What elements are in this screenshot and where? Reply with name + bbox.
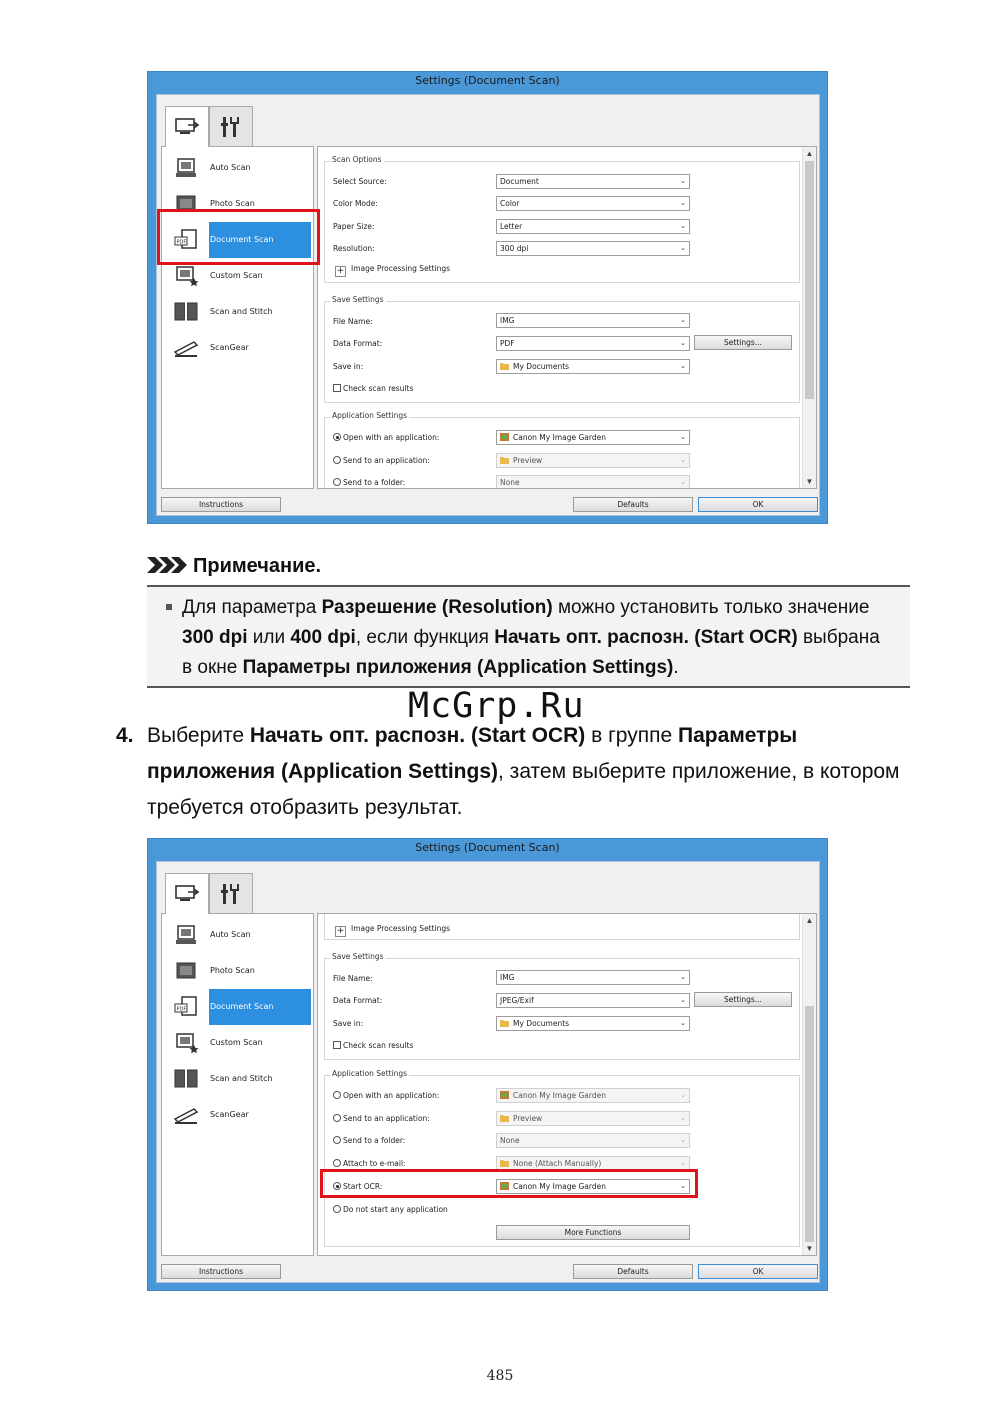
dialog-title: Settings (Document Scan) (415, 841, 560, 854)
mode-photo-scan[interactable]: Photo Scan (162, 953, 313, 989)
auto-scan-icon (172, 923, 200, 947)
chevron-down-icon: ⌄ (680, 973, 686, 981)
paper-size-combo[interactable]: Letter ⌄ (496, 219, 690, 234)
open-with-app-combo[interactable]: Canon My Image Garden ⌄ (496, 430, 690, 445)
chevron-down-icon: ⌄ (680, 478, 686, 486)
mode-photo-scan[interactable]: Photo Scan (162, 186, 313, 222)
document-scan-icon (172, 995, 200, 1019)
instructions-button[interactable]: Instructions (161, 497, 281, 512)
my-image-garden-icon (500, 1091, 509, 1099)
folder-icon (500, 1019, 509, 1027)
select-source-label: Select Source: (333, 177, 387, 186)
note-text: Для параметра Разрешение (Resolution) можно установить только значение 300 dpi или 400 dpi, если функция Начать опт. распозн. (Start OCR) выбрана в окне Параметры приложения (Application Settings). (172, 593, 892, 683)
vertical-scrollbar[interactable] (802, 147, 816, 488)
radio-selected-icon (333, 433, 341, 441)
select-source-combo[interactable]: Document ⌄ (496, 174, 690, 189)
attach-email-radio[interactable]: Attach to e-mail: (333, 1159, 406, 1168)
radio-icon (333, 456, 341, 464)
tab-general-settings[interactable] (209, 106, 253, 146)
more-functions-button[interactable]: More Functions (496, 1225, 690, 1240)
chevron-down-icon: ⌄ (680, 1136, 686, 1144)
tools-icon (220, 115, 242, 139)
chevron-down-icon: ⌄ (680, 433, 686, 441)
save-in-combo[interactable]: My Documents ⌄ (496, 1016, 690, 1031)
tab-scan[interactable] (165, 106, 209, 147)
check-scan-results-checkbox[interactable]: Check scan results (333, 1041, 413, 1050)
file-name-combo[interactable]: IMG ⌄ (496, 313, 690, 328)
watermark: McGrp.Ru (408, 686, 585, 726)
resolution-label: Resolution: (333, 244, 375, 253)
bullet-icon (166, 604, 172, 610)
folder-icon (500, 456, 509, 464)
dialog-title: Settings (Document Scan) (415, 74, 560, 87)
highlight-start-ocr (320, 1169, 698, 1198)
tab-scan[interactable] (165, 873, 209, 914)
settings-panel (317, 913, 817, 1256)
note-heading: Примечание. (147, 555, 321, 578)
chevron-down-icon: ⌄ (680, 1159, 686, 1167)
folder-icon (500, 1114, 509, 1122)
send-to-folder-radio[interactable]: Send to a folder: (333, 478, 405, 487)
note-arrows-icon (147, 557, 187, 573)
save-in-combo[interactable]: My Documents ⌄ (496, 359, 690, 374)
data-format-combo[interactable]: JPEG/Exif ⌄ (496, 993, 690, 1008)
open-with-app-radio[interactable]: Open with an application: (333, 1091, 439, 1100)
chevron-down-icon: ⌄ (680, 996, 686, 1004)
paper-size-label: Paper Size: (333, 222, 375, 231)
mode-scan-and-stitch[interactable]: Scan and Stitch (162, 294, 313, 330)
radio-icon (333, 1091, 341, 1099)
send-to-app-combo[interactable]: Preview ⌄ (496, 453, 690, 468)
radio-icon (333, 1205, 341, 1213)
chevron-down-icon: ⌄ (680, 177, 686, 185)
radio-icon (333, 1114, 341, 1122)
page-number: 485 (486, 1368, 514, 1384)
scroll-thumb[interactable] (805, 1006, 814, 1242)
step-4 (116, 718, 916, 826)
start-ocr-combo[interactable]: Canon My Image Garden ⌄ (496, 1179, 690, 1194)
chevron-down-icon: ⌄ (680, 1182, 686, 1190)
mode-auto-scan[interactable]: Auto Scan (162, 150, 313, 186)
mode-document-scan[interactable]: PDF Document Scan (162, 989, 313, 1025)
mode-custom-scan[interactable]: Custom Scan (162, 258, 313, 294)
color-mode-label: Color Mode: (333, 199, 378, 208)
chevron-down-icon: ⌄ (680, 339, 686, 347)
scan-and-stitch-icon (172, 300, 200, 324)
send-to-app-radio[interactable]: Send to an application: (333, 456, 430, 465)
settings-dialog-2 (147, 838, 828, 1291)
ok-button[interactable]: OK (698, 1264, 818, 1279)
vertical-scrollbar[interactable] (802, 914, 816, 1255)
chevron-down-icon: ⌄ (680, 362, 686, 370)
application-settings-group: Application Settings (324, 1075, 800, 1247)
format-settings-button[interactable]: Settings... (694, 992, 792, 1007)
send-to-app-radio[interactable]: Send to an application: (333, 1114, 430, 1123)
save-in-label: Save in: (333, 1019, 364, 1028)
file-name-label: File Name: (333, 974, 373, 983)
data-format-label: Data Format: (333, 996, 383, 1005)
scroll-down-icon[interactable]: ▼ (805, 477, 814, 486)
photo-scan-icon (172, 959, 200, 983)
send-to-folder-radio[interactable]: Send to a folder: (333, 1136, 405, 1145)
settings-dialog-1 (147, 71, 828, 524)
mode-document-scan[interactable]: PDF Document Scan (162, 222, 313, 258)
attach-email-combo[interactable]: None (Attach Manually) ⌄ (496, 1156, 690, 1171)
file-name-combo[interactable]: IMG ⌄ (496, 970, 690, 985)
start-ocr-radio[interactable]: Start OCR: (333, 1182, 382, 1191)
chevron-down-icon: ⌄ (680, 456, 686, 464)
dialog-body (156, 94, 820, 516)
data-format-label: Data Format: (333, 339, 383, 348)
scroll-up-icon[interactable]: ▲ (805, 149, 814, 158)
chevron-down-icon: ⌄ (680, 244, 686, 252)
chevron-down-icon: ⌄ (680, 1091, 686, 1099)
step-number: 4. (116, 724, 134, 747)
scangear-icon (172, 1103, 200, 1127)
defaults-button[interactable]: Defaults (573, 497, 693, 512)
instructions-button[interactable]: Instructions (161, 1264, 281, 1279)
checkbox-icon (333, 1041, 341, 1049)
plus-icon: + (336, 266, 345, 276)
save-settings-group: Save Settings (324, 958, 800, 1060)
highlight-document-scan (157, 209, 320, 265)
chevron-down-icon: ⌄ (680, 199, 686, 207)
chevron-down-icon: ⌄ (680, 316, 686, 324)
send-to-app-combo[interactable]: Preview ⌄ (496, 1111, 690, 1126)
svg-text:PDF: PDF (176, 239, 187, 246)
folder-icon (500, 362, 509, 370)
image-processing-expander[interactable]: + Image Processing Settings (336, 264, 451, 276)
send-to-folder-combo[interactable]: None ⌄ (496, 1133, 690, 1148)
radio-icon (333, 1136, 341, 1144)
open-with-app-radio[interactable]: Open with an application: (333, 433, 439, 442)
save-settings-group: Save Settings (324, 301, 800, 403)
plus-icon: + (336, 926, 345, 936)
color-mode-combo[interactable]: Color ⌄ (496, 196, 690, 211)
my-image-garden-icon (500, 433, 509, 441)
scan-options-group: Scan Options (324, 161, 800, 283)
ok-button[interactable]: OK (698, 497, 818, 512)
chevron-down-icon: ⌄ (680, 222, 686, 230)
dialog-body (156, 861, 820, 1283)
settings-panel (317, 146, 817, 489)
checkbox-icon (333, 384, 341, 392)
chevron-down-icon: ⌄ (680, 1114, 686, 1122)
format-settings-button[interactable]: Settings... (694, 335, 792, 350)
application-settings-group: Application Settings (324, 417, 800, 489)
scan-to-pc-icon (174, 883, 200, 905)
custom-scan-icon (172, 264, 200, 288)
auto-scan-icon (172, 156, 200, 180)
tab-general-settings[interactable] (209, 873, 253, 913)
tools-icon (220, 882, 242, 906)
mode-custom-scan[interactable]: Custom Scan (162, 1025, 313, 1061)
folder-icon (500, 1159, 509, 1167)
open-with-app-combo[interactable]: Canon My Image Garden ⌄ (496, 1088, 690, 1103)
scangear-icon (172, 336, 200, 360)
image-processing-expander[interactable]: + Image Processing Settings (336, 924, 451, 936)
radio-icon (333, 1159, 341, 1167)
scan-mode-list (161, 146, 314, 489)
scroll-down-icon[interactable]: ▼ (805, 1244, 814, 1253)
send-to-folder-combo[interactable]: None ⌄ (496, 475, 690, 489)
defaults-button[interactable]: Defaults (573, 1264, 693, 1279)
mode-scan-and-stitch[interactable]: Scan and Stitch (162, 1061, 313, 1097)
scan-to-pc-icon (174, 116, 200, 138)
scroll-up-icon[interactable]: ▲ (805, 916, 814, 925)
save-in-label: Save in: (333, 362, 364, 371)
data-format-combo[interactable]: PDF ⌄ (496, 336, 690, 351)
check-scan-results-checkbox[interactable]: Check scan results (333, 384, 413, 393)
svg-text:PDF: PDF (176, 1006, 187, 1013)
resolution-combo[interactable]: 300 dpi ⌄ (496, 241, 690, 256)
custom-scan-icon (172, 1031, 200, 1055)
scroll-thumb[interactable] (805, 161, 814, 399)
scan-mode-list (161, 913, 314, 1256)
radio-icon (333, 478, 341, 486)
file-name-label: File Name: (333, 317, 373, 326)
do-not-start-radio[interactable]: Do not start any application (333, 1205, 448, 1214)
chevron-down-icon: ⌄ (680, 1019, 686, 1027)
scan-and-stitch-icon (172, 1067, 200, 1091)
step-text: Выберите Начать опт. распозн. (Start OCR) в группе Параметры приложения (Application Settings), затем выберите приложение, в котором требуется отобразить результат. (147, 724, 900, 819)
mode-scangear[interactable]: ScanGear (162, 330, 313, 366)
mode-scangear[interactable]: ScanGear (162, 1097, 313, 1133)
mode-auto-scan[interactable]: Auto Scan (162, 917, 313, 953)
